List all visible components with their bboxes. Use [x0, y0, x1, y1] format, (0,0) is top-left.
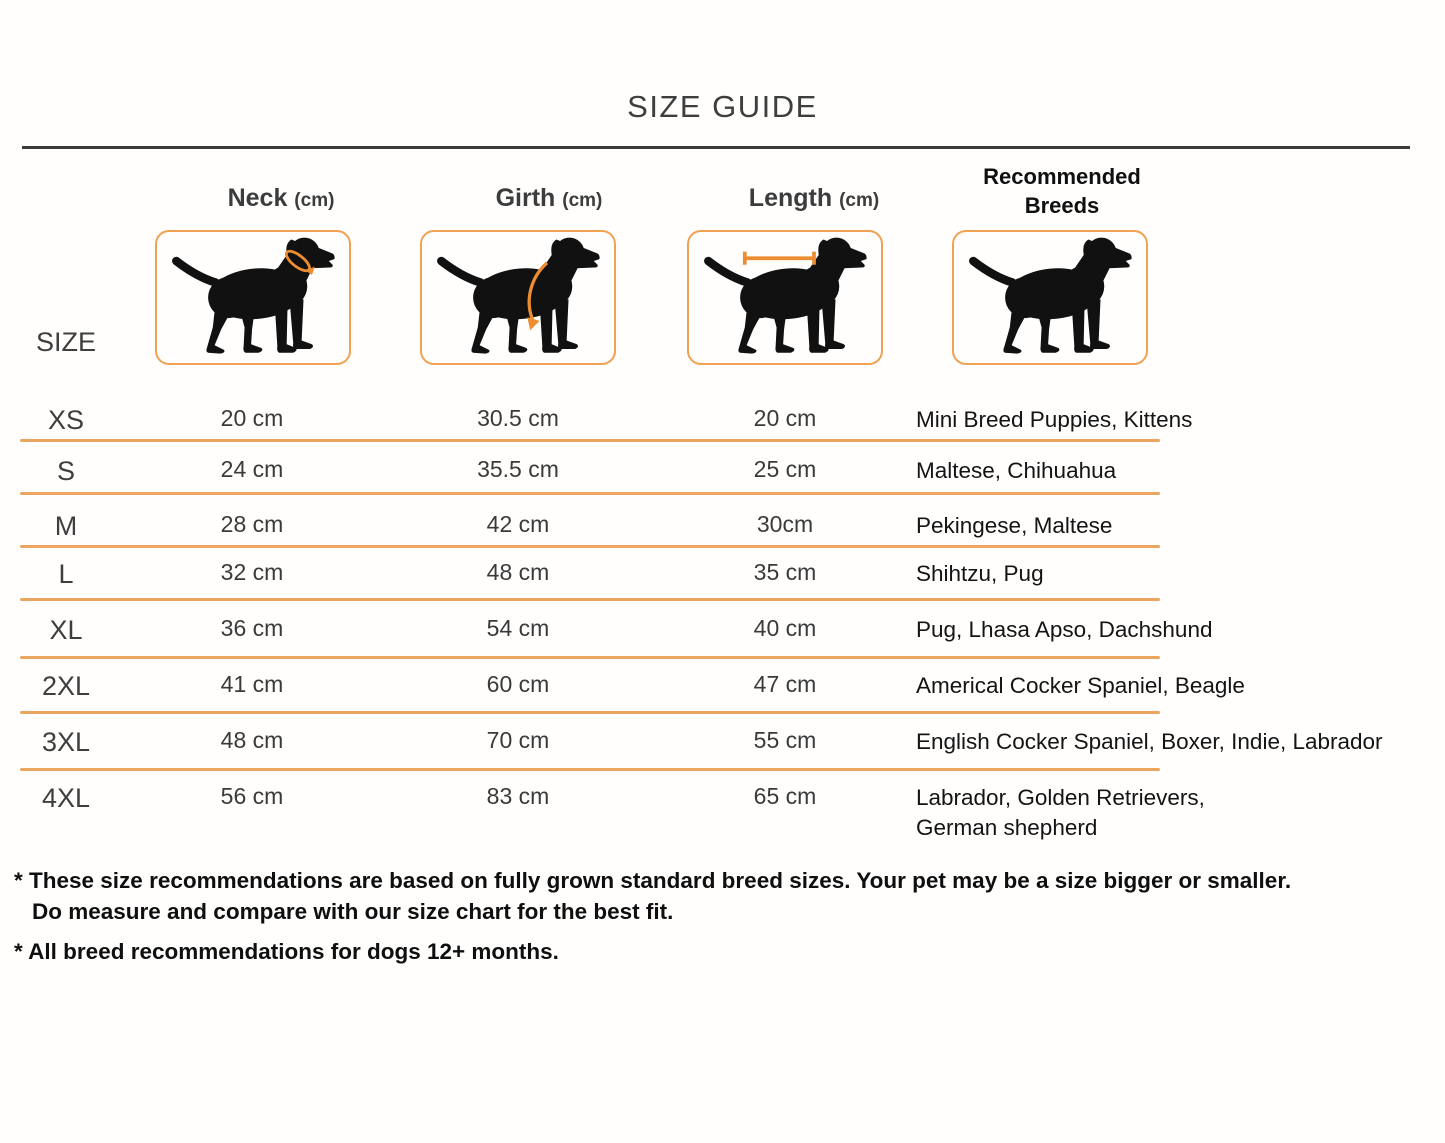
size-cell: XL — [49, 615, 83, 645]
neck-value: 56 cm — [220, 783, 284, 809]
length-unit: (cm) — [839, 190, 880, 211]
footnote-sizing-line1: * These size recommendations are based on fully grown standard breed sizes. Your pet may be a size bigger or smaller. — [14, 868, 1292, 893]
length-value: 35 cm — [753, 559, 817, 585]
table-row — [0, 615, 1445, 649]
size-column-label: SIZE — [35, 327, 96, 357]
neck-value: 20 cm — [220, 405, 284, 431]
size-cell: 2XL — [41, 671, 91, 701]
breeds-value: Pug, Lhasa Apso, Dachshund — [916, 617, 1213, 642]
size-cell: 4XL — [41, 783, 91, 813]
breeds-box — [952, 230, 1148, 365]
table-row — [0, 783, 1445, 840]
length-measure-box — [687, 230, 883, 365]
column-header-breeds: Recommended Breeds — [983, 164, 1141, 218]
neck-value: 36 cm — [220, 615, 284, 641]
length-value: 30cm — [756, 511, 814, 537]
size-cell: 3XL — [41, 727, 91, 757]
length-value: 47 cm — [753, 671, 817, 697]
column-header-girth — [439, 184, 659, 213]
row-divider — [20, 656, 1160, 659]
girth-value: 30.5 cm — [477, 405, 559, 431]
footnote-age: * All breed recommendations for dogs 12+ months. — [14, 939, 559, 964]
neck-value: 41 cm — [220, 671, 284, 697]
column-header-neck — [171, 184, 391, 213]
table-row — [0, 671, 1445, 705]
breeds-value: Shihtzu, Pug — [916, 561, 1044, 586]
breeds-value: English Cocker Spaniel, Boxer, Indie, Labrador — [916, 729, 1383, 754]
table-row — [0, 456, 1445, 490]
neck-value: 48 cm — [220, 727, 284, 753]
girth-value: 48 cm — [486, 559, 550, 585]
table-row — [0, 727, 1445, 761]
row-divider — [20, 492, 1160, 495]
girth-value: 35.5 cm — [477, 456, 559, 482]
girth-label: Girth — [495, 184, 556, 212]
column-header-length — [704, 184, 924, 213]
length-value: 20 cm — [753, 405, 817, 431]
breeds-value: Americal Cocker Spaniel, Beagle — [916, 673, 1245, 698]
breeds-value — [916, 783, 1436, 843]
length-value: 25 cm — [753, 456, 817, 482]
girth-value: 42 cm — [486, 511, 550, 537]
breeds-value: Pekingese, Maltese — [916, 513, 1113, 538]
breeds-value: Maltese, Chihuahua — [916, 458, 1117, 483]
page-title: SIZE GUIDE — [627, 89, 818, 124]
title-divider — [22, 146, 1410, 149]
breeds-line-2: German shepherd — [916, 815, 1098, 840]
footnote-sizing-line2: Do measure and compare with our size chart for the best fit. — [32, 899, 674, 924]
size-cell: XS — [47, 405, 85, 435]
neck-label: Neck — [227, 184, 288, 212]
length-value: 55 cm — [753, 727, 817, 753]
table-row — [0, 511, 1445, 545]
row-divider — [20, 768, 1160, 771]
neck-value: 28 cm — [220, 511, 284, 537]
breeds-value: Mini Breed Puppies, Kittens — [916, 407, 1193, 432]
table-row — [0, 405, 1445, 439]
girth-value: 70 cm — [486, 727, 550, 753]
length-label: Length — [748, 184, 833, 212]
breeds-line-1: Labrador, Golden Retrievers, — [916, 785, 1205, 810]
neck-unit: (cm) — [294, 190, 335, 211]
neck-value: 32 cm — [220, 559, 284, 585]
dog-silhouette-icon — [954, 232, 1146, 363]
length-value: 65 cm — [753, 783, 817, 809]
size-cell: L — [58, 559, 74, 589]
size-cell: S — [56, 456, 75, 486]
neck-measure-box — [155, 230, 351, 365]
row-divider — [20, 545, 1160, 548]
row-divider — [20, 598, 1160, 601]
dog-girth-measure-icon — [422, 232, 614, 363]
size-cell: M — [54, 511, 78, 541]
girth-unit: (cm) — [562, 190, 603, 211]
neck-value: 24 cm — [220, 456, 284, 482]
length-value: 40 cm — [753, 615, 817, 641]
table-row — [0, 559, 1445, 593]
dog-neck-measure-icon — [157, 232, 349, 363]
row-divider — [20, 439, 1160, 442]
girth-value: 83 cm — [486, 783, 550, 809]
girth-value: 60 cm — [486, 671, 550, 697]
row-divider — [20, 711, 1160, 714]
girth-value: 54 cm — [486, 615, 550, 641]
girth-measure-box — [420, 230, 616, 365]
dog-length-measure-icon — [689, 232, 881, 363]
